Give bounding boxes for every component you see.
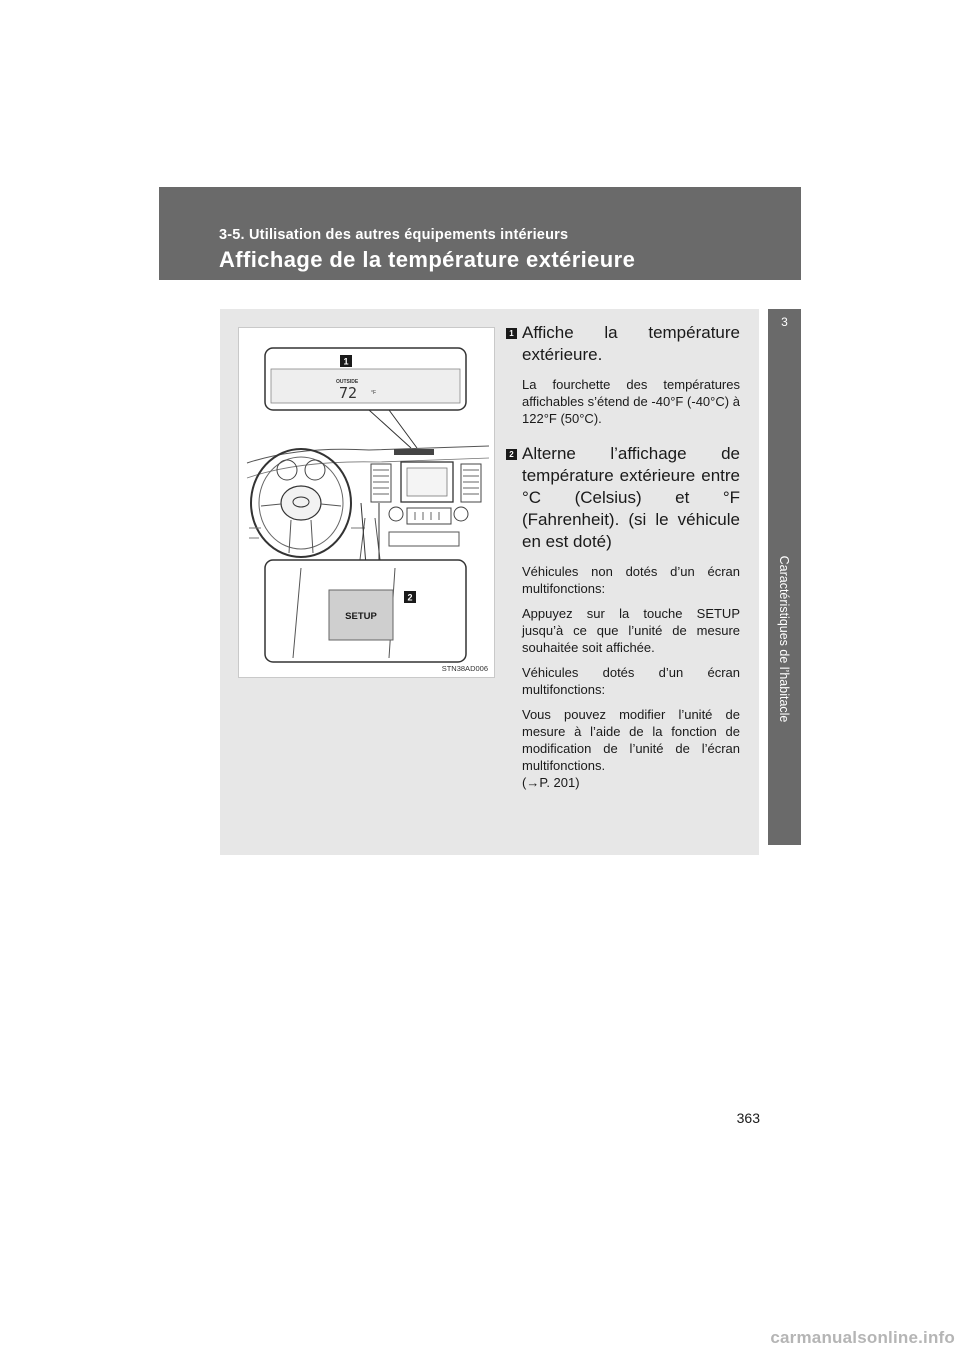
item-1 bbox=[506, 322, 740, 427]
callout-1-label: 1 bbox=[343, 356, 349, 367]
item-2-note-2: Appuyez sur la touche SETUP jusqu’à ce que l’unité de mesure souhaitée soit affichée. bbox=[522, 606, 740, 655]
display-unit: °F bbox=[371, 390, 377, 396]
page-reference: (→P. 201) bbox=[522, 775, 580, 790]
section-header bbox=[159, 187, 801, 280]
item-1-heading: Affiche la température extérieure. bbox=[522, 323, 740, 364]
display-outside-label: OUTSIDE bbox=[336, 379, 359, 385]
item-1-note: La fourchette des températures affichables s’étend de -40°F (-40°C) à 122°F (50°C). bbox=[522, 377, 740, 426]
watermark: carmanualsonline.info bbox=[770, 1328, 955, 1347]
item-2-note-1: Véhicules non dotés d’un écran multifonctions: bbox=[522, 564, 740, 596]
chapter-tab bbox=[768, 309, 801, 845]
item-2-heading: Alterne l’affichage de température extérieure entre °C (Celsius) et °F (Fahrenheit). (si le véhicule en est doté) bbox=[522, 444, 740, 551]
item-2 bbox=[506, 443, 740, 791]
dashboard-drawing bbox=[239, 328, 496, 679]
item-1-marker: 1 bbox=[506, 328, 517, 339]
page-number: 363 bbox=[736, 1110, 760, 1126]
chapter-number: 3 bbox=[781, 315, 788, 329]
item-2-note-3: Véhicules dotés d’un écran multifonctions: bbox=[522, 665, 740, 697]
page-title: Affichage de la température extérieure bbox=[219, 247, 636, 272]
setup-button-label: SETUP bbox=[345, 611, 377, 622]
item-2-note-4: Vous pouvez modifier l’unité de mesure à l’aide de la fonction de modification de l’unité de l’écran multifonctions. bbox=[522, 707, 740, 773]
section-title: 3-5. Utilisation des autres équipements intérieurs bbox=[219, 227, 569, 243]
figure-id: STN38AD006 bbox=[441, 664, 488, 673]
item-2-marker: 2 bbox=[506, 449, 517, 460]
callout-2-label: 2 bbox=[407, 592, 413, 603]
explanation-column bbox=[506, 322, 740, 791]
chapter-label: Caractéristiques de l’habitacle bbox=[777, 555, 791, 723]
display-temperature-value: 72 bbox=[339, 384, 358, 402]
dashboard-illustration bbox=[238, 327, 495, 678]
